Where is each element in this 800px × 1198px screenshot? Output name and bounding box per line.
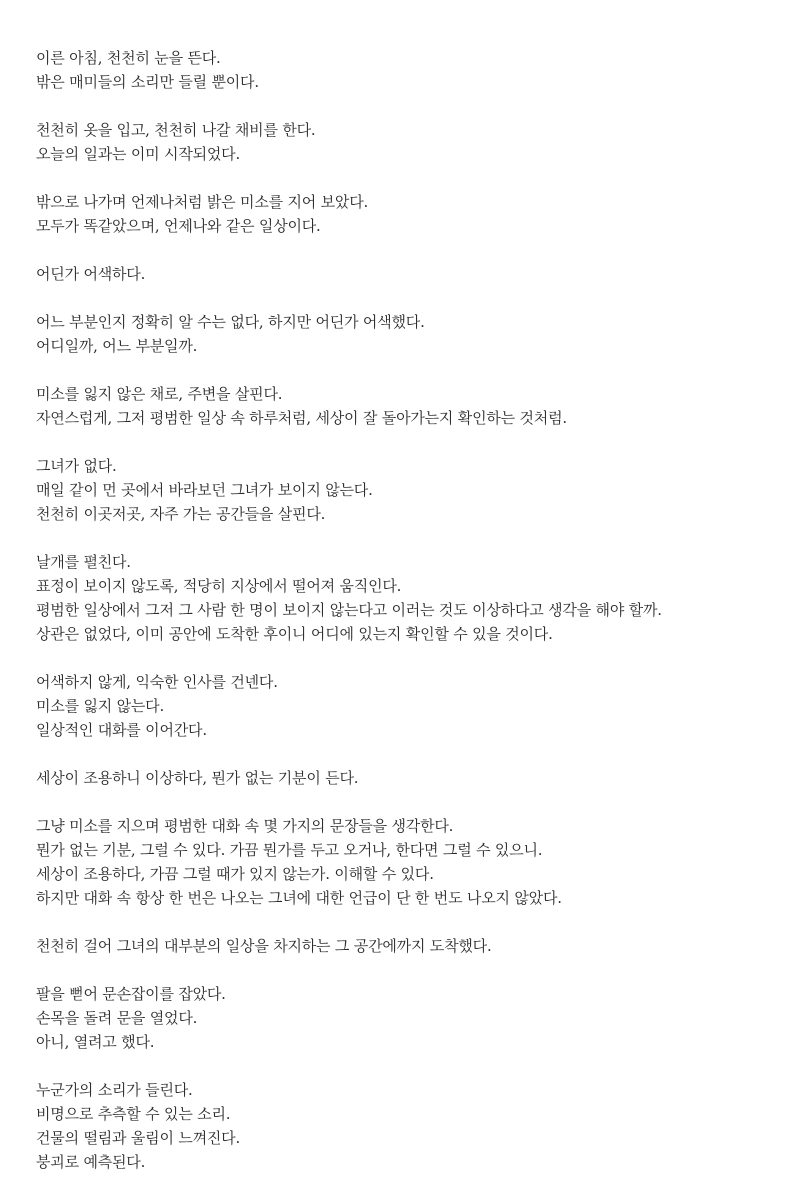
text-line: 누군가의 소리가 들린다. xyxy=(36,1081,193,1099)
text-line: 그냥 미소를 지으며 평범한 대화 속 몇 가지의 문장들을 생각한다. xyxy=(36,817,454,835)
text-line: 어디일까, 어느 부분일까. xyxy=(36,337,198,355)
text-line: 일상적인 대화를 이어간다. xyxy=(36,721,207,739)
text-line: 건물의 떨림과 울림이 느껴진다. xyxy=(36,1129,241,1147)
text-line: 밖으로 나가며 언제나처럼 밝은 미소를 지어 보았다. xyxy=(36,193,369,211)
text-line: 날개를 펼친다. xyxy=(36,553,131,571)
text-line: 붕괴로 예측된다. xyxy=(36,1153,146,1171)
text-line: 평범한 일상에서 그저 그 사람 한 명이 보이지 않는다고 이러는 것도 이상하다고 생각을 해야 할까. xyxy=(36,601,662,619)
text-line: 오늘의 일과는 이미 시작되었다. xyxy=(36,145,241,163)
text-line: 아니, 열려고 했다. xyxy=(36,1033,155,1051)
text-line: 하지만 대화 속 항상 한 번은 나오는 그녀에 대한 언급이 단 한 번도 나오지 않았다. xyxy=(36,889,562,907)
text-line: 세상이 조용하다, 가끔 그럴 때가 있지 않는가. 이해할 수 있다. xyxy=(36,865,434,883)
text-line: 밖은 매미들의 소리만 들릴 뿐이다. xyxy=(36,73,259,91)
text-line: 천천히 걸어 그녀의 대부분의 일상을 차지하는 그 공간에까지 도착했다. xyxy=(36,937,492,955)
paragraph xyxy=(36,190,800,238)
text-line: 모두가 똑같았으며, 언제나와 같은 일상이다. xyxy=(36,217,321,235)
paragraph xyxy=(36,310,800,358)
text-line: 상관은 없었다, 이미 공안에 도착한 후이니 어디에 있는지 확인할 수 있을 것이다. xyxy=(36,625,553,643)
paragraph xyxy=(36,262,800,286)
paragraph xyxy=(36,550,800,646)
paragraph xyxy=(36,454,800,526)
paragraph xyxy=(36,1078,800,1174)
text-line: 이른 아침, 천천히 눈을 뜬다. xyxy=(36,49,221,67)
paragraph xyxy=(36,814,800,910)
text-line: 세상이 조용하니 이상하다, 뭔가 없는 기분이 든다. xyxy=(36,769,359,787)
text-line: 뭔가 없는 기분, 그럴 수 있다. 가끔 뭔가를 두고 오거나, 한다면 그럴 수 있으니. xyxy=(36,841,543,859)
text-line: 그녀가 없다. xyxy=(36,457,117,475)
text-line: 미소를 잃지 않은 채로, 주변을 살핀다. xyxy=(36,385,283,403)
paragraph xyxy=(36,670,800,742)
text-line: 자연스럽게, 그저 평범한 일상 속 하루처럼, 세상이 잘 돌아가는지 확인하는 것처럼. xyxy=(36,409,567,427)
text-line: 어딘가 어색하다. xyxy=(36,265,146,283)
paragraph xyxy=(36,46,800,94)
paragraph xyxy=(36,982,800,1054)
text-line: 표정이 보이지 않도록, 적당히 지상에서 떨어져 움직인다. xyxy=(36,577,402,595)
paragraph xyxy=(36,766,800,790)
paragraph xyxy=(36,118,800,166)
text-line: 손목을 돌려 문을 열었다. xyxy=(36,1009,198,1027)
text-line: 매일 같이 먼 곳에서 바라보던 그녀가 보이지 않는다. xyxy=(36,481,373,499)
paragraph xyxy=(36,382,800,430)
document-body xyxy=(36,46,800,1198)
text-line: 어느 부분인지 정확히 알 수는 없다, 하지만 어딘가 어색했다. xyxy=(36,313,425,331)
text-line: 팔을 뻗어 문손잡이를 잡았다. xyxy=(36,985,226,1003)
paragraph xyxy=(36,934,800,958)
text-line: 어색하지 않게, 익숙한 인사를 건넨다. xyxy=(36,673,278,691)
text-line: 천천히 이곳저곳, 자주 가는 공간들을 살핀다. xyxy=(36,505,326,523)
text-line: 천천히 옷을 입고, 천천히 나갈 채비를 한다. xyxy=(36,121,316,139)
text-line: 비명으로 추측할 수 있는 소리. xyxy=(36,1105,231,1123)
text-line: 미소를 잃지 않는다. xyxy=(36,697,165,715)
